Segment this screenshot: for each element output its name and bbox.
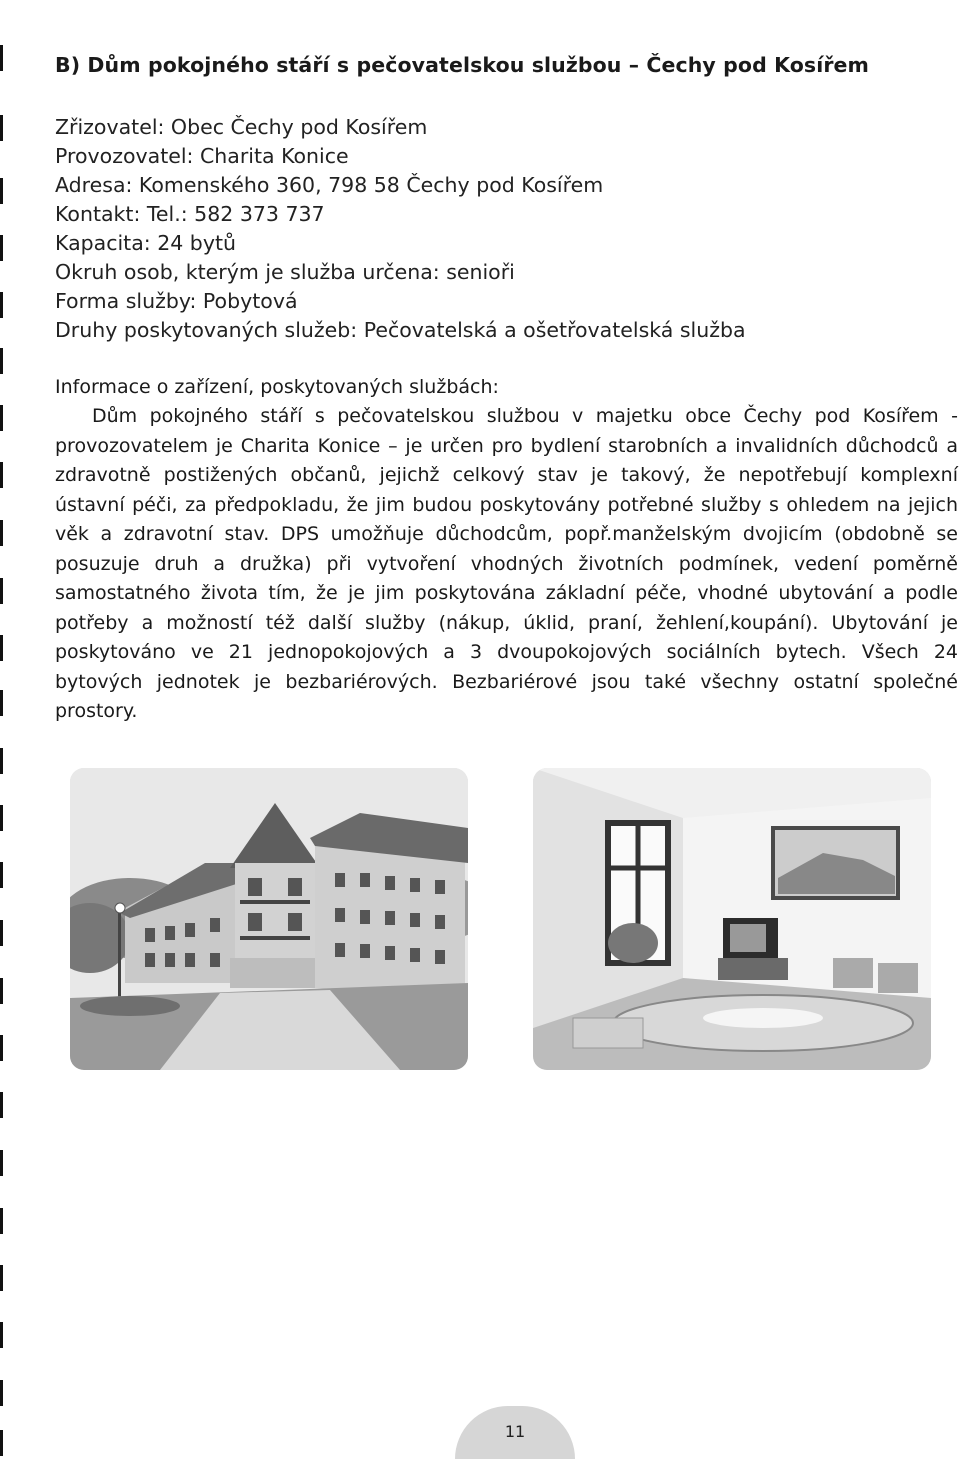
common-room-photo xyxy=(533,768,931,1070)
fact-service-form: Forma služby: Pobytová xyxy=(55,289,298,313)
binding-edge-marks xyxy=(0,0,6,1459)
fact-target-group: Okruh osob, kterým je služba určena: senioři xyxy=(55,260,515,284)
fact-contact: Kontakt: Tel.: 582 373 737 xyxy=(55,202,325,226)
building-photo xyxy=(70,768,468,1070)
facility-description: Dům pokojného stáří s pečovatelskou službou v majetku obce Čechy pod Kosířem - provozovatelem je Charita Konice – je určen pro bydlení starobních a invalidních důchodců a zdravotně postižených občanů, jejichž celkový stav je takový, že nepotřebují komplexní ústavní péči, za předpokladu, že jim budou poskytovány potřebné služby s ohledem na jejich věk a zdravotní stav. DPS umožňuje důchodcům, popř.manželským dvojicím (obdobně se posuzuje druh a družka) při vytvoření vhodných životních podmínek, vedení poměrně samostatného života tím, že je jim poskytována základní péče, vhodné ubytování a podle potřeby a možností též další služby (nákup, úklid, praní, žehlení,koupání). Ubytování je poskytováno ve 21 jednopokojových a 3 dvoupokojových sociálních bytech. Všech 24 bytových jednotek je bezbariérových. Bezbariérové jsou také všechny ostatní společné prostory. xyxy=(55,405,958,722)
facility-facts-list xyxy=(55,113,746,345)
page-number: 11 xyxy=(504,1422,526,1441)
fact-founder: Zřizovatel: Obec Čechy pod Kosířem xyxy=(55,115,428,139)
fact-operator: Provozovatel: Charita Konice xyxy=(55,144,349,168)
info-label: Informace o zařízení, poskytovaných službách: xyxy=(55,376,499,398)
fact-service-types: Druhy poskytovaných služeb: Pečovatelská a ošetřovatelská služba xyxy=(55,318,746,342)
fact-capacity: Kapacita: 24 bytů xyxy=(55,231,236,255)
section-heading: B) Dům pokojného stáří s pečovatelskou službou – Čechy pod Kosířem xyxy=(55,53,869,77)
fact-address: Adresa: Komenského 360, 798 58 Čechy pod Kosířem xyxy=(55,173,604,197)
